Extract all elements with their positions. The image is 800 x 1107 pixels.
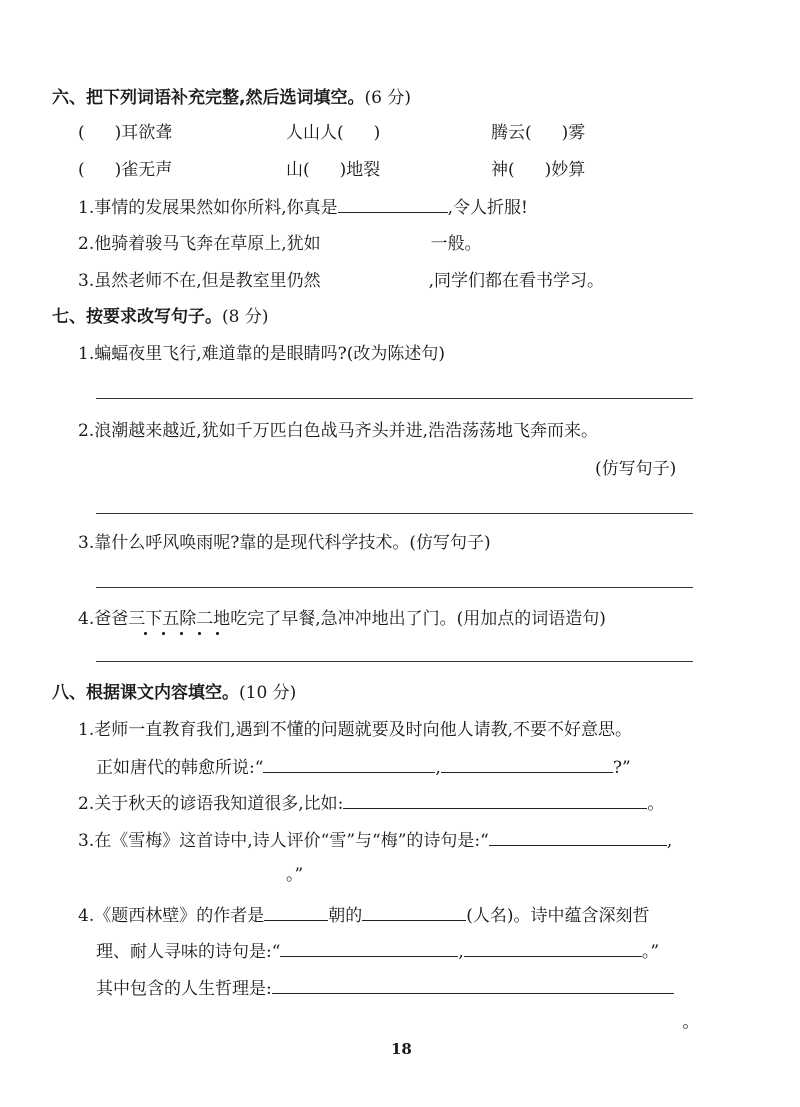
emphasis-dot <box>180 632 183 635</box>
emphasis-dot <box>144 632 147 635</box>
rewrite-question-2-note: (仿写句子) <box>595 459 677 479</box>
answer-blank[interactable] <box>464 940 642 957</box>
rewrite-question-4: 4.爸爸三下五除二地吃完了早餐,急冲冲地出了门。(用加点的词语造句) <box>78 609 606 629</box>
section-6-heading: 六、把下列词语补充完整,然后选词填空。(6 分) <box>52 88 411 108</box>
word-item-2: 人山人( ) <box>286 123 381 143</box>
fill-text-question-2: 2.关于秋天的谚语我知道很多,比如: 。 <box>78 794 665 814</box>
rewrite-question-1: 1.蝙蝠夜里飞行,难道靠的是眼睛吗?(改为陈述句) <box>78 344 446 364</box>
page-number: 18 <box>391 1040 412 1058</box>
answer-blank[interactable] <box>489 829 667 846</box>
end-mark <box>683 1024 688 1029</box>
fill-text-question-1: 1.老师一直教育我们,遇到不懂的问题就要及时向他人请教,不要不好意思。 <box>78 720 633 740</box>
answer-blank[interactable] <box>272 977 674 994</box>
answer-blank[interactable] <box>343 792 647 809</box>
emphasis-dot <box>198 632 201 635</box>
section-7-heading: 七、按要求改写句子。(8 分) <box>52 307 269 327</box>
word-item-5: 山( )地裂 <box>286 160 381 180</box>
answer-blank[interactable] <box>362 904 466 921</box>
fill-question-3: 3.虽然老师不在,但是教室里仍然 ,同学们都在看书学习。 <box>78 271 605 291</box>
fill-text-question-3-end: 。” <box>286 865 304 885</box>
answer-blank[interactable] <box>441 756 613 773</box>
fill-text-question-3: 3.在《雪梅》这首诗中,诗人评价“雪”与“梅”的诗句是:“ , <box>78 831 673 851</box>
word-item-1: ( )耳欲聋 <box>78 123 173 143</box>
emphasis-dot <box>216 632 219 635</box>
fill-text-question-4-line3: 其中包含的人生哲理是: <box>96 977 674 1000</box>
answer-line[interactable] <box>96 661 693 662</box>
section-8-heading: 八、根据课文内容填空。(10 分) <box>52 683 297 703</box>
emphasis-dot <box>162 632 165 635</box>
word-item-4: ( )雀无声 <box>78 160 173 180</box>
answer-blank[interactable] <box>280 940 458 957</box>
fill-text-question-4: 4.《题西林壁》的作者是 朝的 (人名)。诗中蕴含深刻哲 <box>78 906 650 926</box>
fill-question-1: 1.事情的发展果然如你所料,你真是 ,令人折服! <box>78 198 528 218</box>
answer-blank[interactable] <box>338 196 448 213</box>
answer-line[interactable] <box>96 398 693 399</box>
answer-blank[interactable] <box>264 904 328 921</box>
rewrite-question-3: 3.靠什么呼风唤雨呢?靠的是现代科学技术。(仿写句子) <box>78 533 491 553</box>
word-item-6: 神( )妙算 <box>491 160 586 180</box>
answer-blank[interactable] <box>263 756 435 773</box>
answer-line[interactable] <box>96 513 693 514</box>
rewrite-question-2: 2.浪潮越来越近,犹如千万匹白色战马齐头并进,浩浩荡荡地飞奔而来。 <box>78 421 599 441</box>
answer-line[interactable] <box>96 587 693 588</box>
word-item-3: 腾云( )雾 <box>491 123 586 143</box>
fill-question-2: 2.他骑着骏马飞奔在草原上,犹如 一般。 <box>78 234 482 254</box>
fill-text-question-1-line2: 正如唐代的韩愈所说:“ , ?” <box>96 758 631 778</box>
fill-text-question-4-line2: 理、耐人寻味的诗句是:“ , 。” <box>96 942 660 962</box>
